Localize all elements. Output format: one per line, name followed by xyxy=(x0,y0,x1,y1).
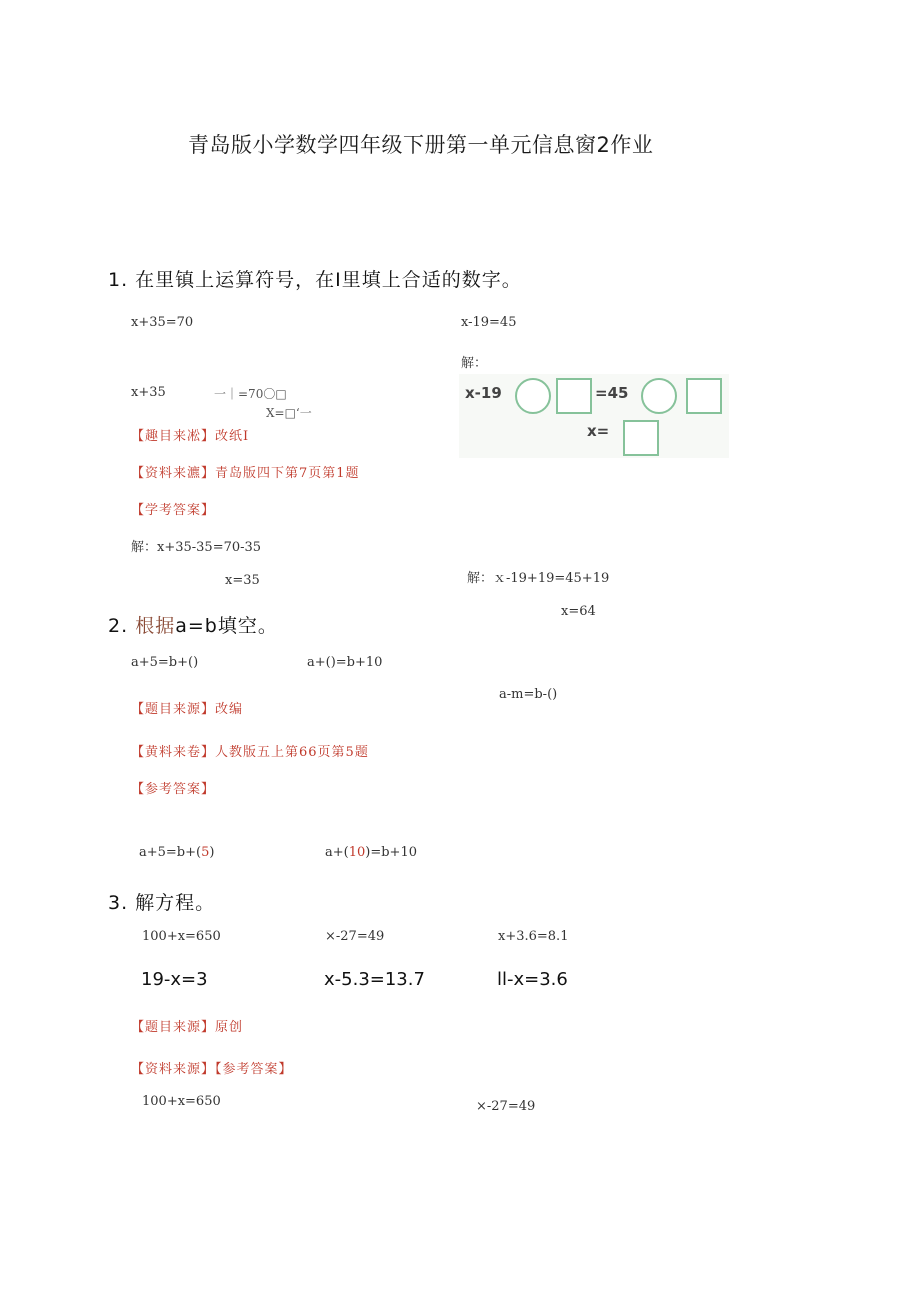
q1-answer-label: 【学考答案】 xyxy=(131,503,216,518)
q1-right-solution: 解：ｘ-19+19=45+19 xyxy=(467,571,610,586)
q1-source-title: 【趣目来凇】改纸I xyxy=(131,429,250,444)
answer-square[interactable] xyxy=(623,420,659,456)
q1-left-solution: 解：x+35-35=70-35 xyxy=(131,540,262,555)
q1-right-jie: 解： xyxy=(461,356,488,371)
operator-circle[interactable] xyxy=(515,378,551,414)
q3-source-material: 【资料来源】【参考答案】 xyxy=(131,1062,293,1077)
fill-in-figure xyxy=(459,374,729,458)
q2-answer-2: a+(10)=b+10 xyxy=(325,845,417,860)
q3-equation-3: x+3.6=8.1 xyxy=(498,929,569,944)
q1-left-work-line: x+35 xyxy=(131,385,166,400)
q2-equation-3: a-m=b-() xyxy=(499,687,558,702)
q2-source-title: 【题目来源】改编 xyxy=(131,702,244,717)
q2-source-material: 【黄料来卷】人教版五上第66页第5题 xyxy=(131,745,369,760)
question-2-heading-part2: a=b填空。 xyxy=(175,615,278,637)
q2-equation-2: a+()=b+10 xyxy=(307,655,383,670)
q1-left-result: x=35 xyxy=(225,573,260,588)
q3-equation-6: ll-x=3.6 xyxy=(497,969,568,990)
number-square[interactable] xyxy=(556,378,592,414)
operator-circle-2[interactable] xyxy=(641,378,677,414)
q3-equation-1: 100+x=650 xyxy=(142,929,221,944)
q3-equation-2: ×-27=49 xyxy=(325,929,385,944)
question-2-heading-part1: 根据 xyxy=(135,615,176,637)
figure-equation-label: x-19 xyxy=(465,384,502,402)
q3-answer-2: ×-27=49 xyxy=(476,1099,536,1114)
q3-source-title: 【题目来源】原创 xyxy=(131,1020,244,1035)
number-square-2[interactable] xyxy=(686,378,722,414)
q3-equation-4: 19-x=3 xyxy=(141,969,208,990)
q1-left-work-line-blanks: 一｜=70〇□ xyxy=(214,387,287,401)
q2-answer-1: a+5=b+(5) xyxy=(139,845,215,860)
q1-right-equation: x-19=45 xyxy=(461,315,517,330)
question-2-heading xyxy=(108,611,278,638)
q3-answer-1: 100+x=650 xyxy=(142,1094,221,1109)
q1-left-equation: x+35=70 xyxy=(131,315,194,330)
figure-equals-label: =45 xyxy=(595,384,629,402)
question-3-heading: 3. 解方程。 xyxy=(108,892,216,914)
page-title: 青岛版小学数学四年级下册第一单元信息窗2作业 xyxy=(188,133,654,157)
question-1-heading: 1. 在里镇上运算符号，在I里填上合适的数字。 xyxy=(108,269,522,291)
question-2-number: 2. xyxy=(108,615,129,637)
q1-source-material: 【资料来瀌】青岛版四下第7页第1题 xyxy=(131,466,360,481)
q3-equation-5: x-5.3=13.7 xyxy=(324,969,425,990)
q2-answer-1-value: 5 xyxy=(201,845,210,860)
q1-left-work-result: X=□‘一 xyxy=(266,406,312,420)
q1-right-result: x=64 xyxy=(561,604,596,619)
q2-equation-1: a+5=b+() xyxy=(131,655,199,670)
q2-answer-2-value: 10 xyxy=(348,845,366,860)
figure-x-label: x= xyxy=(587,422,610,440)
q2-answer-label: 【参考答案】 xyxy=(131,782,216,797)
